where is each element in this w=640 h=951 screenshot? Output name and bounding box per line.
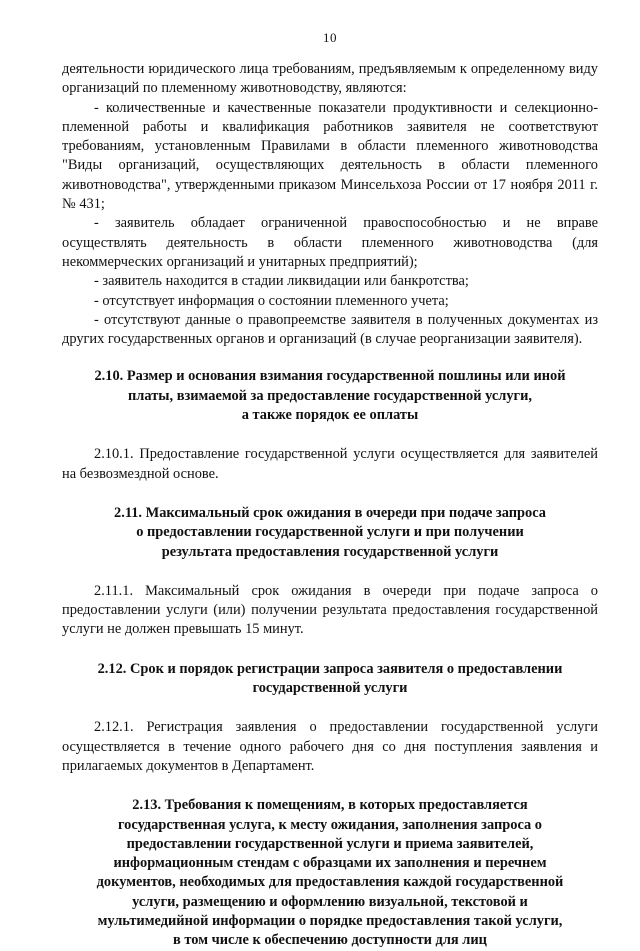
section-heading-2-13 <box>62 796 598 950</box>
heading-line: а также порядок ее оплаты <box>241 407 419 424</box>
heading-line: государственная услуга, к месту ожидания, заполнения запроса о <box>118 816 542 833</box>
heading-line: мультимедийной информации о порядке предоставления такой услуги, <box>97 912 563 929</box>
heading-line: результата предоставления государственной услуги <box>161 543 499 560</box>
heading-line: в том числе к обеспечению доступности для лиц <box>173 932 487 949</box>
list-item: - заявитель находится в стадии ликвидации или банкротства; <box>94 273 469 290</box>
list-item: - отсутствует информация о состоянии племенного учета; <box>94 292 449 309</box>
section-body-2-10: 2.10.1. Предоставление государственной услуги осуществляется для заявителей на безвозмездной основе. <box>62 446 598 482</box>
page-number: 10 <box>323 30 337 45</box>
heading-line: услуги, размещению и оформлению визуальной, текстовой и <box>132 893 528 910</box>
heading-line: государственной услуги <box>252 680 408 697</box>
heading-line: 2.10. Размер и основания взимания государственной пошлины или иной <box>94 368 566 385</box>
list-item: - отсутствуют данные о правопреемстве заявителя в полученных документах из других государственных органов и организаций (в случае реорганизации заявителя). <box>62 311 598 348</box>
heading-line: 2.11. Максимальный срок ожидания в очереди при подаче запроса <box>114 504 546 521</box>
section-body-2-12: 2.12.1. Регистрация заявления о предоставлении государственной услуги осуществляется в течение одного рабочего дня со дня поступления заявления и прилагаемых документов в Департамент. <box>62 719 598 774</box>
list-item: - заявитель обладает ограниченной правоспособностью и не вправе осуществлять деятельность в области племенного животноводства (для некоммерческих организаций и унитарных предприятий); <box>62 215 598 270</box>
heading-line: документов, необходимых для предоставления каждой государственной <box>96 874 564 891</box>
heading-line: платы, взимаемой за предоставление государственной услуги, <box>128 387 532 404</box>
heading-line: о предоставлении государственной услуги и при получении <box>136 524 524 541</box>
heading-line: предоставлении государственной услуги и приема заявителей, <box>126 835 534 852</box>
section-heading-2-12 <box>62 660 598 699</box>
intro-paragraph: деятельности юридического лица требованиям, предъявляемым к определенному виду организаций по племенному животноводству, являются: <box>62 61 598 97</box>
heading-line: 2.13. Требования к помещениям, в которых предоставляется <box>132 797 528 814</box>
heading-line: информационным стендам с образцами их заполнения и перечнем <box>113 855 547 872</box>
list-item: - количественные и качественные показатели продуктивности и селекционно-племенной работы и квалификация работников заявителя не соответствуют требованиям, установленным Правилами в области племенного животноводства "Виды организаций, осуществляющих деятельность в области племенного животноводства", утвержденными приказом Минсельхоза России от 17 ноября 2011 г. № 431; <box>62 99 598 213</box>
section-body-2-11: 2.11.1. Максимальный срок ожидания в очереди при подаче запроса о предоставлении услуги (или) получении результата предоставления государственной услуги не должен превышать 15 минут. <box>62 582 598 638</box>
heading-line: 2.12. Срок и порядок регистрации запроса заявителя о предоставлении <box>97 660 563 677</box>
section-heading-2-11 <box>62 504 598 562</box>
document-page <box>62 30 598 951</box>
section-heading-2-10 <box>62 367 598 425</box>
